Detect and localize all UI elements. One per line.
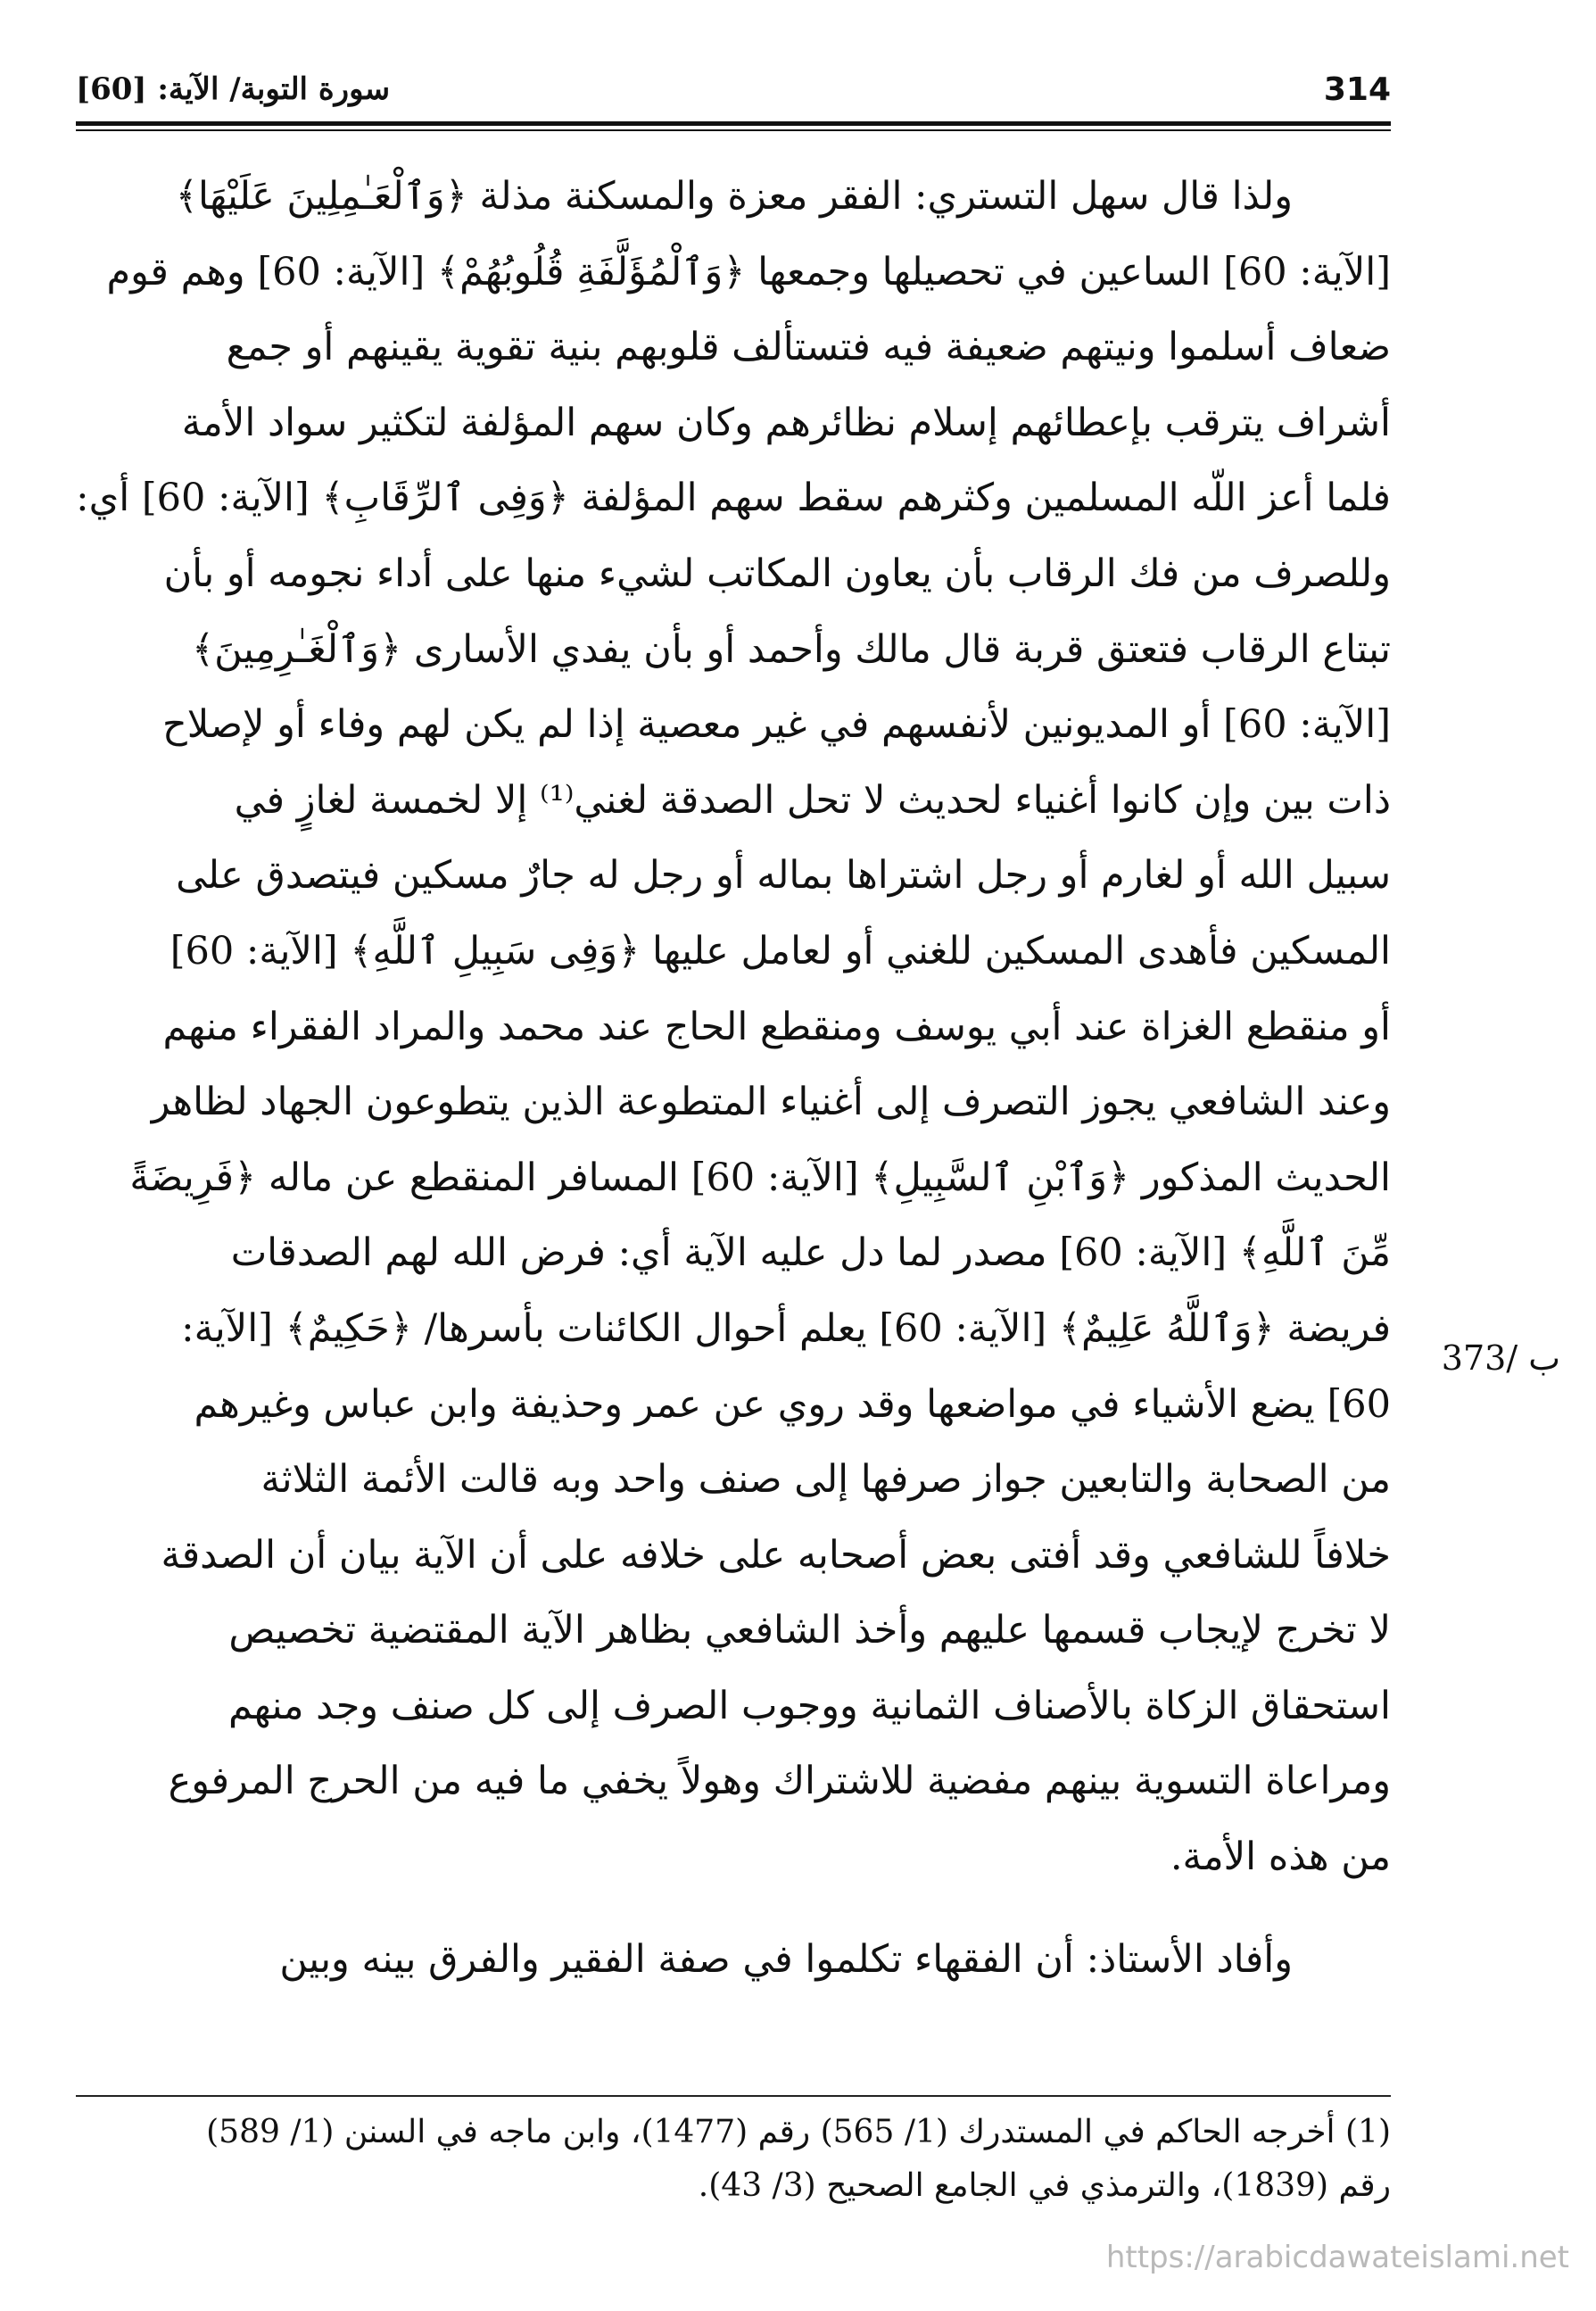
text-line: تبتاع الرقاب فتعتق قربة قال مالك وأحمد أو بأن يفدي الأسارى ﴿وَٱلْغَـٰرِمِينَ﴾ <box>191 626 1391 672</box>
text-line: أشراف يترقب بإعطائهم إسلام نظائرهم وكان سهم المؤلفة لتكثير سواد الأمة <box>181 400 1391 445</box>
text-line: ذات بين وإن كانوا أغنياء لحديث لا تحل الصدقة لغني⁽¹⁾ إلا لخمسة لغازٍ في <box>234 777 1391 823</box>
text-line: المسكين فأهدى المسكين للغني أو لعامل عليها ﴿وَفِى سَبِيلِ ٱللَّهِ﴾ [الآية: 60] <box>170 928 1391 973</box>
text-line: أو منقطع الغزاة عند أبي يوسف ومنقطع الحاج عند محمد والمراد الفقراء منهم <box>162 1004 1391 1049</box>
header-rule-thick <box>76 121 1391 126</box>
text-line: استحقاق الزكاة بالأصناف الثمانية ووجوب الصرف إلى كل صنف وجد منهم <box>228 1683 1391 1728</box>
text-line: خلافاً للشافعي وقد أفتى بعض أصحابه على خلافه على أن الآية بيان أن الصدقة <box>161 1532 1391 1578</box>
footnote-line: (1) أخرجه الحاكم في المستدرك (1/ 565) رقم (1477)، وابن ماجه في السنن (1/ 589) <box>206 2114 1391 2150</box>
text-line: سبيل الله أو لغارم أو رجل اشتراها بماله أو رجل له جارٌ مسكين فيتصدق على <box>176 853 1391 899</box>
text-line: مِّنَ ٱللَّهِ﴾ [الآية: 60] مصدر لما دل عليه الآية أي: فرض الله لهم الصدقات <box>230 1230 1391 1276</box>
text-line: من الصحابة والتابعين جواز صرفها إلى صنف واحد وبه قالت الأئمة الثلاثة <box>260 1457 1391 1503</box>
text-line: لا تخرج لإيجاب قسمها عليهم وأخذ الشافعي بظاهر الآية المقتضية تخصيص <box>228 1608 1391 1653</box>
footnotes <box>76 2106 1391 2213</box>
text-line: فلما أعز اللّه المسلمين وكثرهم سقط سهم المؤلفة ﴿وَفِى ٱلرِّقَابِ﴾ [الآية: 60] أي: <box>76 476 1391 521</box>
text-line: 60] يضع الأشياء في مواضعها وقد روي عن عمر وحذيفة وابن عباس وغيرهم <box>194 1381 1391 1427</box>
text-line: وللصرف من فك الرقاب بأن يعاون المكاتب لشيء منها على أداء نجومه أو بأن <box>163 551 1391 596</box>
text-line: الحديث المذكور ﴿وَٱبْنِ ٱلسَّبِيلِ﴾ [الآية: 60] المسافر المنقطع عن ماله ﴿فَرِيضَةً <box>129 1155 1391 1200</box>
footnote-line: رقم (1839)، والترمذي في الجامع الصحيح (3/ 43). <box>698 2167 1391 2204</box>
running-title: سورة التوبة/ الآية: [60] <box>76 71 391 107</box>
paragraph-2 <box>76 1922 1391 1998</box>
text-line: فريضة ﴿وَٱللَّهُ عَلِيمٌ﴾ [الآية: 60] يعلم أحوال الكائنات بأسرها/ ﴿حَكِيمٌ﴾ [الآية: <box>181 1305 1391 1351</box>
page-number: 314 <box>1323 70 1391 108</box>
text-line: ضعاف أسلموا ونيتهم ضعيفة فيه فتستألف قلوبهم بنية تقوية يقينهم أو جمع <box>226 325 1391 370</box>
page-header <box>76 62 1391 116</box>
text-line: ومراعاة التسوية بينهم مفضية للاشتراك وهولاً يخفي ما فيه من الحرج المرفوع <box>168 1759 1391 1804</box>
text-line: من هذه الأمة. <box>1170 1835 1391 1880</box>
header-rule-thin <box>76 129 1391 131</box>
footnote-rule <box>76 2095 1391 2097</box>
text-line: وأفاد الأستاذ: أن الفقهاء تكلموا في صفة الفقير والفرق بينه وبين <box>279 1936 1293 1982</box>
text-line: ولذا قال سهل التستري: الفقر معزة والمسكنة مذلة ﴿وَٱلْعَـٰمِلِينَ عَلَيْهَا﴾ <box>175 174 1293 219</box>
text-line: [الآية: 60] الساعين في تحصيلها وجمعها ﴿وَٱلْمُؤَلَّفَةِ قُلُوبُهُمْ﴾ [الآية: 60] وهم قوم <box>106 249 1391 294</box>
main-text <box>76 159 1391 1997</box>
text-line: [الآية: 60] أو المديونين لأنفسهم في غير معصية إذا لم يكن لهم وفاء أو لإصلاح <box>162 702 1391 748</box>
paragraph-1 <box>76 159 1391 1895</box>
margin-manuscript-note: 373/ ب <box>1441 1338 1560 1378</box>
watermark-url: https://arabicdawateislami.net <box>1105 2240 1569 2275</box>
text-line: وعند الشافعي يجوز التصرف إلى أغنياء المتطوعة الذين يتطوعون الجهاد لظاهر <box>151 1080 1391 1125</box>
